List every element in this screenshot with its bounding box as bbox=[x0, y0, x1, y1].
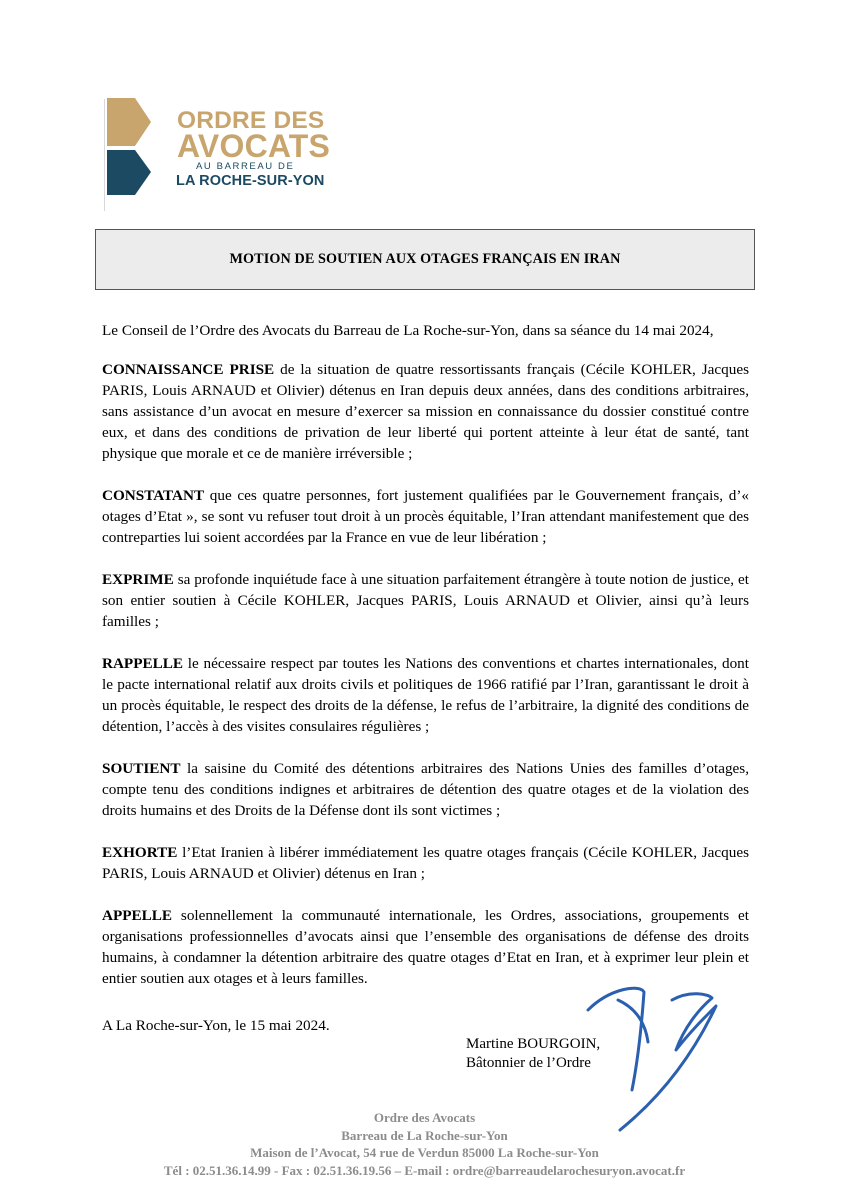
paragraph-text: le nécessaire respect par toutes les Nations des conventions et chartes internationales, dont le pacte international relatif aux droits civils et politiques de 1966 ratifié par l’Iran, garantissant le droit à un procès équitable, le respect des droits de la défense, le refus de l’arbitraire, la dignité des conditions de détention, l’accès à des visites consulaires régulières ; bbox=[102, 655, 749, 735]
paragraph-lead: SOUTIENT bbox=[102, 760, 181, 777]
paragraph-soutient bbox=[102, 758, 749, 821]
paragraph-text: sa profonde inquiétude face à une situation parfaitement étrangère à toute notion de justice, et son entier soutien à Cécile KOHLER, Jacques PARIS, Louis ARNAUD et Olivier, ainsi qu’à leurs familles ; bbox=[102, 571, 749, 630]
signer-name: Martine BOURGOIN, bbox=[466, 1036, 601, 1052]
logo-chevron-icon bbox=[107, 98, 151, 198]
ordre-des-avocats-logo bbox=[100, 95, 340, 205]
paragraph-connaissance bbox=[102, 359, 749, 464]
footer-line4: Tél : 02.51.36.14.99 - Fax : 02.51.36.19.56 – E-mail : ordre@barreaudelarochesuryon.avocat.fr bbox=[163, 1162, 686, 1178]
logo-divider bbox=[104, 99, 105, 211]
logo-line4: LA ROCHE-SUR-YON bbox=[176, 173, 325, 189]
signer-role: Bâtonnier de l’Ordre bbox=[466, 1055, 591, 1071]
paragraph-lead: CONSTATANT bbox=[102, 487, 205, 504]
footer-line2: Barreau de La Roche-sur-Yon bbox=[341, 1127, 508, 1143]
place-and-date: A La Roche-sur-Yon, le 15 mai 2024. bbox=[102, 1017, 330, 1034]
document-title-box bbox=[95, 229, 755, 290]
logo-line1: ORDRE DES bbox=[177, 107, 325, 134]
paragraph-text: l’Etat Iranien à libérer immédiatement les quatre otages français (Cécile KOHLER, Jacques PARIS, Louis ARNAUD et Olivier) détenus en Iran ; bbox=[102, 844, 749, 882]
logo-line2: AVOCATS bbox=[177, 128, 331, 164]
paragraph-text: la saisine du Comité des détentions arbitraires des Nations Unies des familles d’otages, compte tenu des conditions indignes et arbitraires de détention des quatre otages et de la violation des droits humains et des Droits de la Défense dont ils sont victimes ; bbox=[102, 760, 749, 819]
paragraph-rappelle bbox=[102, 653, 749, 737]
paragraph-text: de la situation de quatre ressortissants français (Cécile KOHLER, Jacques PARIS, Louis ARNAUD et Olivier) détenus en Iran depuis deux années, dans des conditions arbitraires, sans assistance d’un avocat en mesure d’exercer sa mission en connaissance du dossier constitué contre eux, et dans des conditions de privation de leur liberté qui portent atteinte à leur état de santé, tant physique que morale et ce de manière irréversible ; bbox=[102, 361, 749, 462]
footer-line3: Maison de l’Avocat, 54 rue de Verdun 85000 La Roche-sur-Yon bbox=[250, 1145, 599, 1160]
paragraph-lead: EXHORTE bbox=[102, 844, 178, 861]
footer bbox=[0, 1109, 849, 1179]
paragraph-lead: CONNAISSANCE PRISE bbox=[102, 361, 275, 378]
signer-block bbox=[466, 1035, 600, 1073]
paragraph-appelle bbox=[102, 905, 749, 989]
intro-paragraph: Le Conseil de l’Ordre des Avocats du Barreau de La Roche-sur-Yon, dans sa séance du 14 mai 2024, bbox=[102, 322, 714, 339]
paragraph-lead: RAPPELLE bbox=[102, 655, 184, 672]
document-title: MOTION DE SOUTIEN AUX OTAGES FRANÇAIS EN IRAN bbox=[229, 251, 621, 267]
paragraph-lead: APPELLE bbox=[102, 907, 173, 924]
paragraph-constatant bbox=[102, 485, 749, 548]
paragraph-text: solennellement la communauté internationale, les Ordres, associations, groupements et organisations professionnelles d’avocats ainsi que l’ensemble des organisations de défense des droits humains, à condamner la détention arbitraire des quatre otages d’Etat en Iran, et à exprimer leur plein et entier soutien aux otages et à leurs familles. bbox=[102, 907, 749, 987]
footer-line1: Ordre des Avocats bbox=[373, 1110, 476, 1125]
paragraph-exprime bbox=[102, 569, 749, 632]
paragraph-lead: EXPRIME bbox=[102, 571, 174, 588]
motion-body bbox=[102, 320, 749, 1010]
logo-line3: AU BARREAU DE bbox=[196, 161, 295, 172]
paragraph-text: que ces quatre personnes, fort justement qualifiées par le Gouvernement français, d’« otages d’Etat », se sont vu refuser tout droit à un procès équitable, l’Iran attendant manifestement que des contreparties lui soient accordées par la France en vue de leur libération ; bbox=[102, 487, 749, 546]
paragraph-exhorte bbox=[102, 842, 749, 884]
